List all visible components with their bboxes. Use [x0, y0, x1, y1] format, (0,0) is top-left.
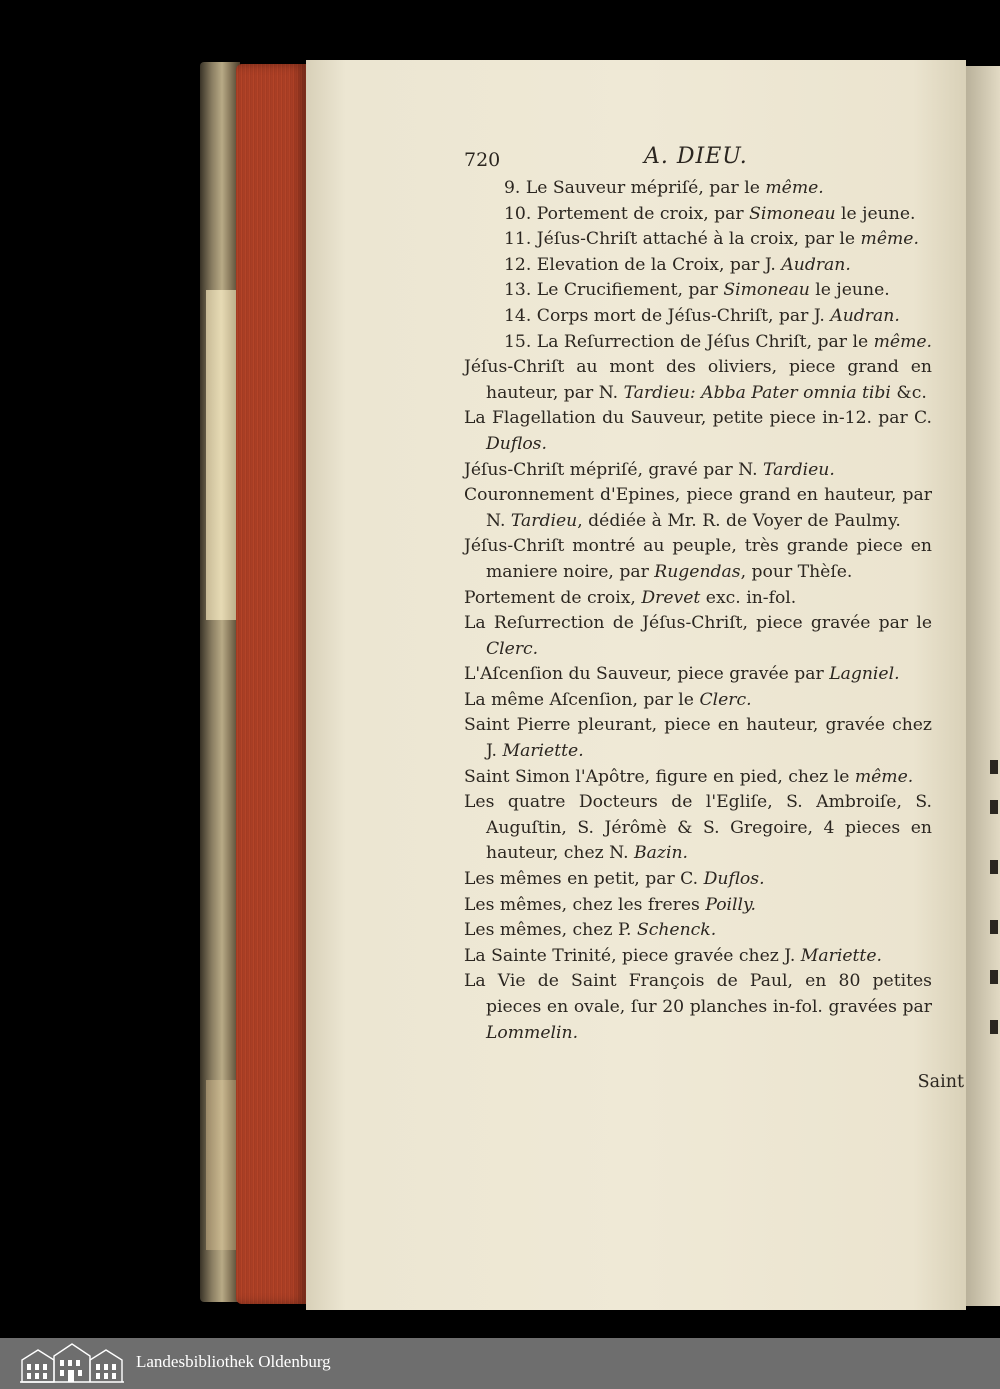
entry-italic-text: Audran. [781, 254, 851, 275]
entry-italic-text: Simoneau [723, 280, 810, 301]
entry-italic-text: même. [765, 178, 824, 198]
catalogue-entry [464, 534, 932, 585]
library-name: Landesbibliothek Oldenburg [136, 1352, 331, 1371]
entry-text: Couronnement d'Epines, piece grand en hauteur, par N. [464, 485, 932, 531]
entry-text: La même Aſcenſion, par le [464, 689, 700, 710]
facing-page-edge [966, 66, 1000, 1306]
catalogue-entry [464, 253, 932, 279]
catalogue-entry [464, 713, 932, 764]
entry-italic-text: Lagniel. [829, 664, 900, 685]
entry-italic-text: Duflos. [486, 433, 547, 454]
entry-italic-text: Poilly. [705, 894, 756, 915]
catalogue-entry [464, 662, 932, 688]
catalogue-entry [464, 330, 932, 356]
entry-text: Jéſus-Chriſt mépriſé, gravé par N. [464, 459, 764, 480]
catalogue-entry [464, 227, 932, 253]
entry-text: La Sainte Trinité, piece gravée chez J. [464, 945, 801, 966]
entry-text: 12. Elevation de la Croix, par J. [504, 254, 782, 275]
entry-italic-text: Lommelin. [486, 1022, 579, 1043]
catalogue-entry [464, 944, 932, 970]
entry-text: La Vie de Saint François de Paul, en 80 petites pieces en ovale, ſur 20 planches in-fol. gravées par [464, 971, 932, 1017]
entry-text: Saint Pierre pleurant, piece en hauteur, gravée chez J. [464, 715, 932, 762]
entry-italic-text: Duflos. [703, 869, 765, 890]
catalogue-entry [464, 790, 932, 867]
entry-text: 13. Le Crucifiement, par [504, 280, 724, 301]
page-header [464, 140, 932, 176]
entry-italic-text: même. [873, 331, 932, 352]
library-building-logo-icon [20, 1342, 124, 1384]
catalogue-entry [464, 765, 932, 791]
entry-text: Les mêmes, chez P. [464, 920, 637, 941]
cover-board-patch [206, 290, 236, 620]
catalogue-entry [464, 406, 932, 457]
entry-text: Portement de croix, [464, 587, 642, 608]
catalogue-entry [464, 611, 932, 662]
entry-text: le jeune. [835, 203, 916, 224]
entry-text: La Reſurrection de Jéſus-Chriſt, piece gravée par le [464, 613, 932, 634]
catalogue-entries [464, 176, 932, 1046]
entry-italic-text: Mariette. [800, 945, 882, 966]
entry-italic-text: Tardieu [510, 510, 578, 531]
entry-text: Jéſus-Chriſt montré au peuple, très grande piece en maniere noire, par [464, 536, 932, 582]
page-content [464, 140, 932, 1046]
facing-page-text-fragments [990, 760, 1000, 1060]
entry-italic-text: Mariette. [502, 741, 584, 762]
entry-text: Les quatre Docteurs de l'Egliſe, S. Ambroiſe, S. Auguſtin, S. Jérômè & S. Gregoire, 4 pieces en hauteur, chez N. [464, 792, 932, 864]
entry-text: le jeune. [809, 280, 890, 301]
entry-italic-text: Bazin. [634, 843, 689, 864]
entry-text: , dédiée à Mr. R. de Voyer de Paulmy. [577, 510, 901, 531]
catalogue-entry [464, 355, 932, 406]
entry-text: La Flagellation du Sauveur, petite piece in-12. par C. [464, 408, 932, 429]
catalogue-entry [464, 969, 932, 1046]
catalogue-entry [464, 458, 932, 484]
entry-text: L'Aſcenſion du Sauveur, piece gravée par [464, 664, 830, 685]
entry-italic-text: Clerc. [699, 689, 752, 710]
entry-text: 14. Corps mort de Jéſus-Chriſt, par J. [504, 305, 831, 326]
red-page-edges [236, 64, 306, 1304]
entry-italic-text: Simoneau [749, 203, 836, 224]
page-number: 720 [464, 149, 501, 171]
entry-italic-text: Audran. [830, 305, 900, 326]
entry-italic-text: Tardieu: Abba Pater omnia tibi [623, 382, 891, 403]
entry-text: 9. Le Sauveur mépriſé, par le [504, 178, 766, 198]
entry-text: 15. La Reſurrection de Jéſus Chriſt, par le [504, 331, 874, 352]
catalogue-entry [464, 483, 932, 534]
entry-text: 10. Portement de croix, par [504, 203, 750, 224]
entry-text: Les mêmes, chez les freres [464, 894, 706, 915]
entry-text: exc. in-fol. [700, 587, 797, 608]
entry-text: , pour Thèſe. [740, 561, 853, 582]
entry-italic-text: même. [854, 766, 914, 787]
entry-text: 11. Jéſus-Chriſt attaché à la croix, par le [504, 229, 861, 250]
catalogue-entry [464, 176, 932, 202]
entry-italic-text: Drevet [641, 587, 701, 608]
entry-text: Les mêmes en petit, par C. [464, 869, 704, 890]
entry-italic-text: Clerc. [486, 638, 539, 659]
catalogue-entry [464, 867, 932, 893]
entry-italic-text: même. [860, 229, 919, 250]
catalogue-entry [464, 304, 932, 330]
catalogue-entry [464, 893, 932, 919]
entry-text: Saint Simon l'Apôtre, figure en pied, chez le [464, 766, 855, 787]
entry-italic-text: Tardieu. [763, 459, 835, 480]
catalogue-entry [464, 918, 932, 944]
entry-italic-text: Rugendas [654, 561, 741, 582]
catalogue-entry [464, 688, 932, 714]
entry-text: Jéſus-Chriſt au mont des oliviers, piece grand en hauteur, par N. [464, 357, 932, 403]
cover-board-patch-lower [206, 1080, 238, 1250]
entry-italic-text: Schenck. [636, 920, 717, 941]
catchword: Saint [917, 1072, 964, 1092]
catalogue-entry [464, 202, 932, 228]
catalogue-entry [464, 586, 932, 612]
entry-text: &c. [890, 382, 927, 403]
running-head: A. DIEU. [644, 144, 748, 169]
catalogue-entry [464, 278, 932, 304]
library-footer [0, 1338, 1000, 1389]
